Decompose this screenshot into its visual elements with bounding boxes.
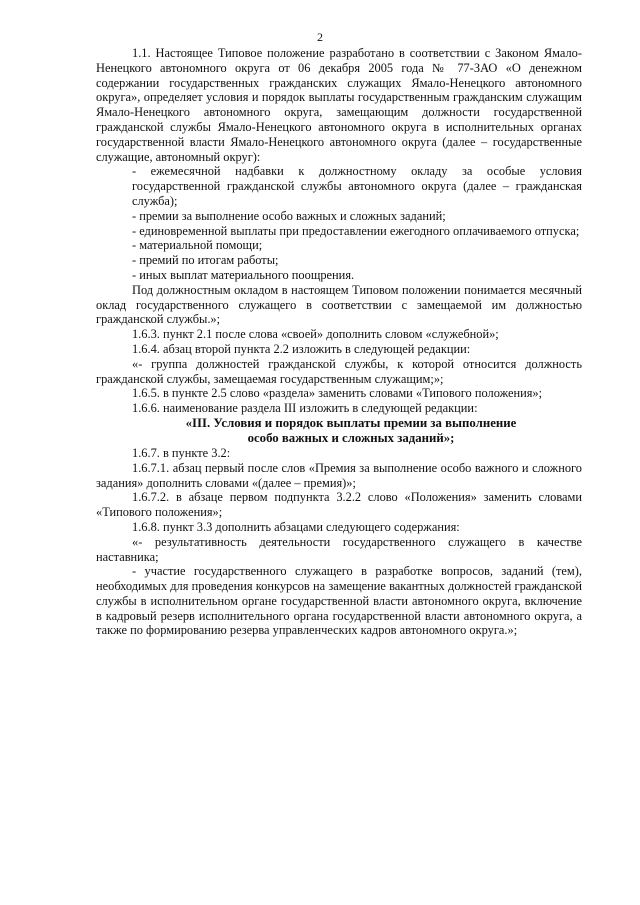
list-item: - единовременной выплаты при предоставлении ежегодного оплачиваемого отпуска; <box>132 223 580 238</box>
list-item: - материальной помощи; <box>132 238 263 253</box>
paragraph-quote-group: «- группа должностей гражданской службы, к которой относится должность гражданской службы, замещаемая государственным служащим;»; <box>96 356 582 386</box>
list-item: - иных выплат материального поощрения. <box>132 267 355 282</box>
paragraph-1-6-7: 1.6.7. в пункте 3.2: <box>132 445 231 460</box>
section-heading-line-1: «III. Условия и порядок выплаты премии за выполнение <box>185 415 517 430</box>
list-item: - ежемесячной надбавки к должностному окладу за особые условия государственной гражданской службы автономного округа (далее – гражданская служба); <box>132 164 582 208</box>
paragraph-1-1: 1.1. Настоящее Типовое положение разработано в соответствии с Законом Ямало-Ненецкого автономного округа от 06 декабря 2005 года № 77-ЗАО «О денежном содержании государственных гражданских служащих Ямало-Ненецкого автономного округа», определяет условия и порядок выплаты государственным гражданским служащим Ямало-Ненецкого автономного округа, замещающим должности государственной гражданской службы Ямало-Ненецкого автономного округа в исполнительных органах государственной власти Ямало-Ненецкого автономного округа (далее – государственные служащие, автономный округ): <box>96 46 582 164</box>
paragraph-1-6-7-2: 1.6.7.2. в абзаце первом подпункта 3.2.2 слово «Положения» заменить словами «Типового положения»; <box>96 490 582 520</box>
paragraph-1-6-5: 1.6.5. в пункте 2.5 слово «раздела» заменить словами «Типового положения»; <box>132 386 543 401</box>
paragraph-official-salary: Под должностным окладом в настоящем Типовом положении понимается месячный оклад государственного служащего в соответствии с замещаемой им должностью гражданской службы.»; <box>96 282 582 327</box>
list-item: - премий по итогам работы; <box>132 253 279 268</box>
list-item: - премии за выполнение особо важных и сложных заданий; <box>132 208 446 223</box>
paragraph-quote-mentor: «- результативность деятельности государственного служащего в качестве наставника; <box>96 534 582 564</box>
section-heading-line-2: особо важных и сложных заданий»; <box>247 430 455 445</box>
paragraph-1-6-3: 1.6.3. пункт 2.1 после слова «своей» дополнить словом «служебной»; <box>132 327 499 342</box>
paragraph-1-6-4: 1.6.4. абзац второй пункта 2.2 изложить в следующей редакции: <box>132 341 471 356</box>
paragraph-1-6-8: 1.6.8. пункт 3.3 дополнить абзацами следующего содержания: <box>132 519 460 534</box>
paragraph-participation: - участие государственного служащего в разработке вопросов, заданий (тем), необходимых для проведения конкурсов на замещение вакантных должностей гражданской службы в исполнительном органе государственной власти автономного округа, включение в кадровый резерв исполнительного органа государственной власти автономного округа, а также по формированию резерва управленческих кадров автономного округа.»; <box>96 564 582 638</box>
paragraph-1-6-6: 1.6.6. наименование раздела III изложить в следующей редакции: <box>132 401 478 416</box>
paragraph-1-6-7-1: 1.6.7.1. абзац первый после слов «Премия за выполнение особо важного и сложного задания» дополнить словами «(далее – премия)»; <box>96 460 582 490</box>
page-number: 2 <box>317 30 323 44</box>
document-body <box>96 46 582 638</box>
